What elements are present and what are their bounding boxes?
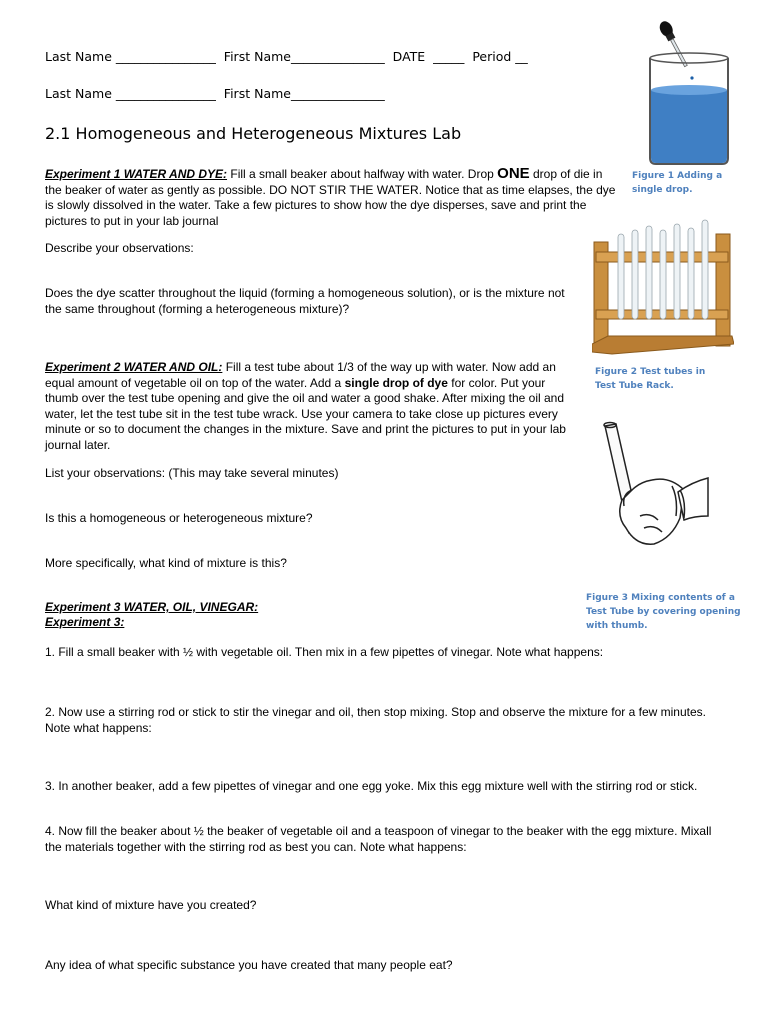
one-emphasis: ONE <box>497 165 530 182</box>
single-drop-emphasis: single drop of dye <box>344 375 448 390</box>
hand-test-tube-figure <box>600 420 710 560</box>
beaker-dropper-figure <box>640 18 740 168</box>
page-title: 2.1 Homogeneous and Heterogeneous Mixtures Lab <box>45 124 462 143</box>
exp2-question-observations: List your observations: (This may take several minutes) <box>45 466 339 480</box>
exp2-question-homogeneous: Is this a homogeneous or heterogeneous mixture? <box>45 511 313 525</box>
experiment-1-heading: Experiment 1 WATER AND DYE: <box>45 167 228 181</box>
experiment-1-paragraph: Experiment 1 WATER AND DYE: Fill a small beaker about halfway with water. Drop ONE drop of die in the beaker of water as gently as possible. DO NOT STIR THE WATER. Notice that as time elapses, the dye is slowly dissolved in the water. Take a few pictures to show how the dye disperses, save and print the pictures to put in your lab journal <box>45 165 616 228</box>
exp1-question-observations: Describe your observations: <box>45 241 194 255</box>
experiment-3-heading: Experiment 3 WATER, OIL, VINEGAR: <box>45 600 259 614</box>
name-line: Last Name ________________ First Name_______________ <box>45 86 385 101</box>
exp3-step-4: 4. Now fill the beaker about ½ the beaker of vegetable oil and a teaspoon of vinegar to the beaker with the egg mixture. Mixall the materials together with the stirring rod as best you can. Note what happens: <box>45 824 712 854</box>
exp3-step-1: 1. Fill a small beaker with ½ with vegetable oil. Then mix in a few pipettes of vinegar. Note what happens: <box>45 645 604 659</box>
exp3-question-mixture: What kind of mixture have you created? <box>45 898 257 912</box>
experiment-2-paragraph: Experiment 2 WATER AND OIL: Fill a test tube about 1/3 of the way up with water. Now add an equal amount of vegetable oil on top of the water. Add a single drop of dye for color. Put your thumb over the test tube opening and give the oil and water a good shake. After mixing the oil and water, let the test tube sit in the test tube wrack. Use your camera to take close up pictures every minute or so to document the changes in the mixture. Save and print the pictures to put in your lab journal later. <box>45 360 566 452</box>
figure-1-caption: Figure 1 Adding a single drop. <box>632 171 723 195</box>
exp3-question-substance: Any idea of what specific substance you have created that many people eat? <box>45 958 453 972</box>
exp3-step-3: 3. In another beaker, add a few pipettes of vinegar and one egg yoke. Mix this egg mixture well with the stirring rod or stick. <box>45 779 698 793</box>
exp3-step-2: 2. Now use a stirring rod or stick to stir the vinegar and oil, then stop mixing. Stop and observe the mixture for a few minutes. Note what happens: <box>45 705 706 735</box>
test-tube-rack-figure <box>592 212 734 360</box>
exp1-question-dye-scatter: Does the dye scatter throughout the liquid (forming a homogeneous solution), or is the mixture not the same throughout (forming a heterogeneous mixture)? <box>45 286 565 316</box>
exp2-question-kind: More specifically, what kind of mixture is this? <box>45 556 287 570</box>
experiment-3-subheading: Experiment 3: <box>45 615 125 629</box>
figure-3-caption: Figure 3 Mixing contents of a Test Tube by covering opening with thumb. <box>586 593 741 631</box>
figure-2-caption: Figure 2 Test tubes in Test Tube Rack. <box>595 367 706 391</box>
experiment-2-heading: Experiment 2 WATER AND OIL: <box>45 360 223 374</box>
name-date-period-line: Last Name ________________ First Name_______________ DATE _____ Period __ <box>45 49 528 64</box>
